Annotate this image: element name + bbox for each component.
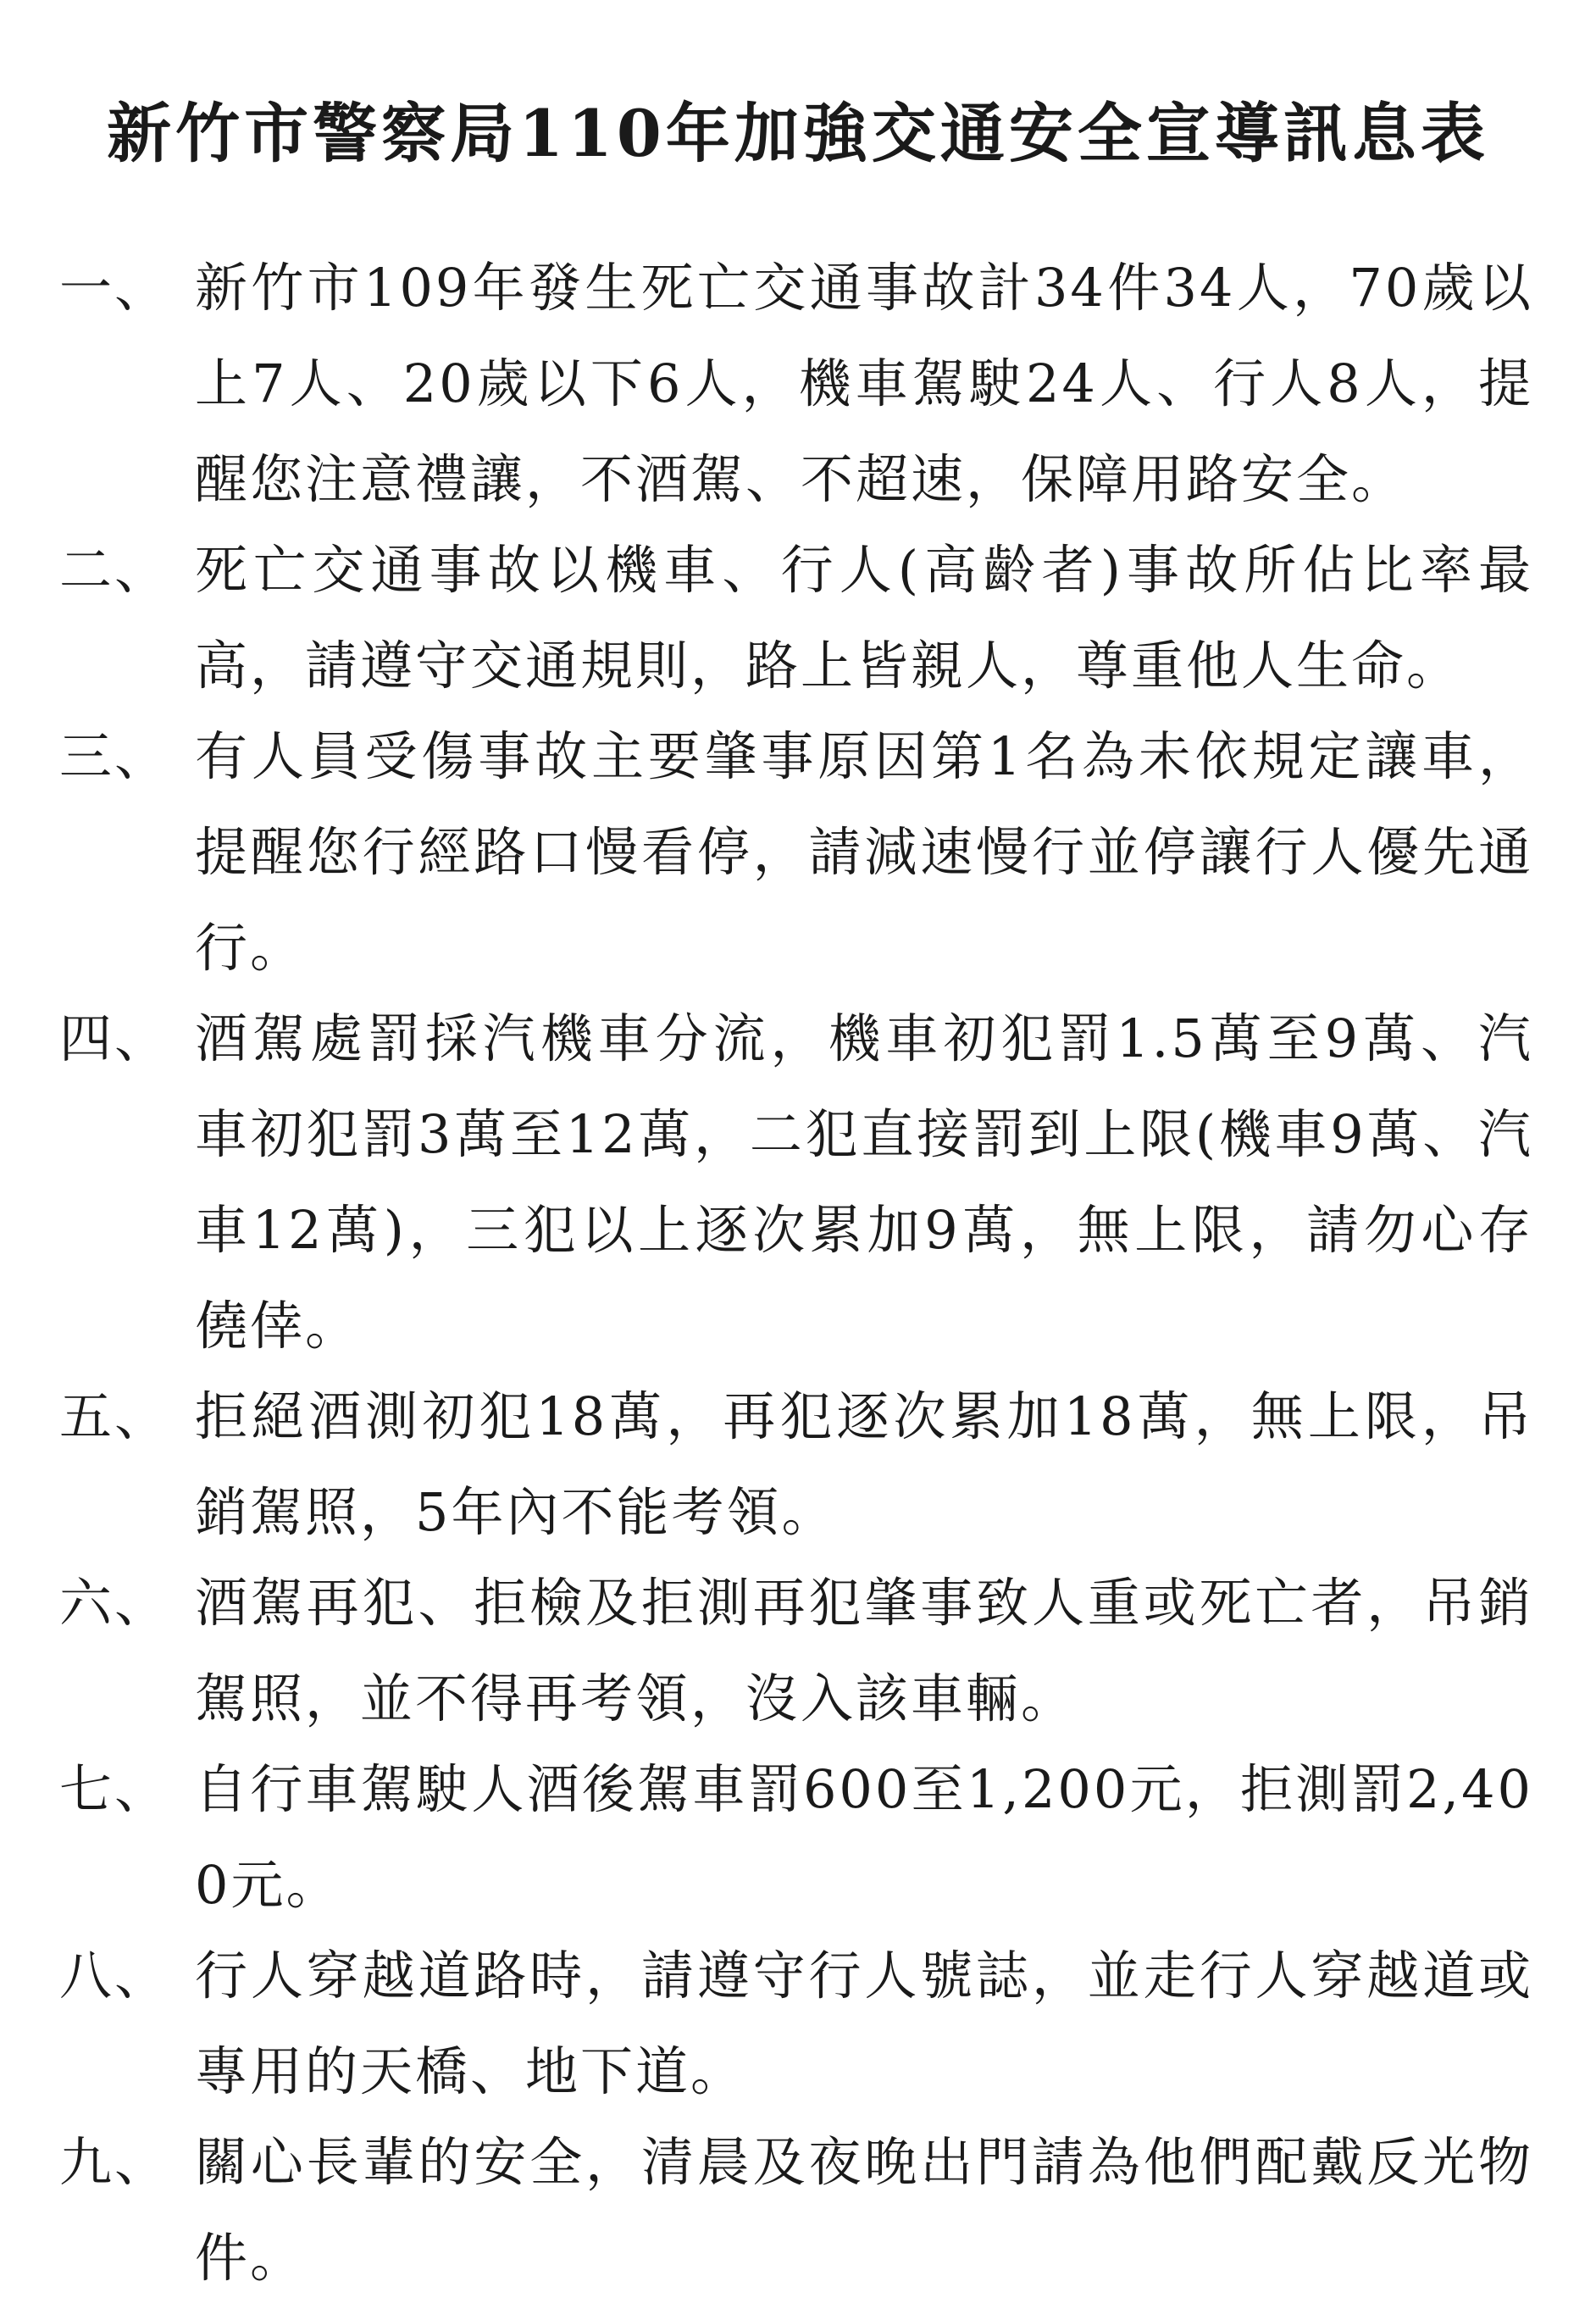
item-number: 三、 (59, 725, 170, 787)
list-item-6 (59, 1555, 1533, 1746)
item-text: 行人穿越道路時，請遵守行人號誌，並走行人穿越道或專用的天橋、地下道。 (195, 1945, 1533, 2102)
list-item-2 (59, 522, 1533, 713)
list-item-9 (59, 2114, 1533, 2306)
list-item-1 (59, 240, 1533, 527)
item-number: 九、 (59, 2131, 170, 2193)
item-number: 四、 (59, 1007, 170, 1069)
list-item-7 (59, 1741, 1533, 1933)
item-text: 關心長輩的安全，清晨及夜晚出門請為他們配戴反光物件。 (195, 2131, 1533, 2289)
item-list (59, 240, 1533, 2306)
list-item-3 (59, 708, 1533, 996)
list-item-4 (59, 991, 1533, 1374)
item-number: 一、 (59, 257, 170, 319)
item-text: 拒絕酒測初犯18萬，再犯逐次累加18萬，無上限，吊銷駕照，5年內不能考領。 (195, 1385, 1533, 1543)
item-text: 自行車駕駛人酒後駕車罰600至1,200元，拒測罰2,400元。 (195, 1758, 1533, 1916)
item-text: 酒駕再犯、拒檢及拒測再犯肇事致人重或死亡者，吊銷駕照，並不得再考領，沒入該車輛。 (195, 1572, 1533, 1729)
document-title: 新竹市警察局110年加強交通安全宣導訊息表 (107, 96, 1489, 171)
item-number: 八、 (59, 1945, 170, 2006)
item-number: 二、 (59, 539, 170, 601)
item-text: 死亡交通事故以機車、行人(高齡者)事故所佔比率最高，請遵守交通規則，路上皆親人，尊重他人生命。 (195, 539, 1533, 697)
list-item-8 (59, 1928, 1533, 2119)
list-item-5 (59, 1368, 1533, 1560)
item-number: 五、 (59, 1385, 170, 1447)
item-number: 六、 (59, 1572, 170, 1634)
item-text: 酒駕處罰採汽機車分流，機車初犯罰1.5萬至9萬、汽車初犯罰3萬至12萬，二犯直接罰到上限(機車9萬、汽車12萬)，三犯以上逐次累加9萬，無上限，請勿心存僥倖。 (195, 1007, 1533, 1357)
item-number: 七、 (59, 1758, 170, 1820)
item-text: 有人員受傷事故主要肇事原因第1名為未依規定讓車，提醒您行經路口慢看停，請減速慢行並停讓行人優先通行。 (195, 725, 1533, 979)
item-text: 新竹市109年發生死亡交通事故計34件34人，70歲以上7人、20歲以下6人，機車駕駛24人、行人8人，提醒您注意禮讓，不酒駕、不超速，保障用路安全。 (195, 257, 1533, 510)
